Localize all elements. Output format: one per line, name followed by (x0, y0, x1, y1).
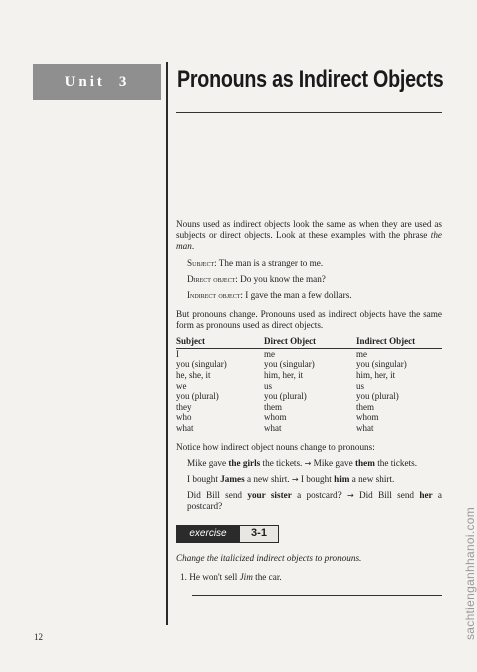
table-cell: whom (356, 412, 379, 423)
table-cell: them (264, 401, 282, 412)
table-cell: who (176, 412, 192, 423)
intro-paragraph: Nouns used as indirect objects look the same as when they are used as subjects or direct objects. Look at these examples with the phrase the man. (176, 219, 442, 252)
table-cell: you (plural) (356, 391, 399, 402)
table-row (176, 370, 442, 381)
table-row (176, 402, 442, 413)
table-row (176, 381, 442, 392)
page-title: Pronouns as Indirect Objects (177, 66, 444, 93)
arrow-icon: → (304, 458, 312, 468)
pronoun-paragraph: But pronouns change. Pronouns used as indirect objects have the same form as pronouns used as direct objects. (176, 309, 442, 331)
change-example: Mike gave the girls the tickets. → Mike gave them the tickets. (187, 457, 418, 468)
table-row (176, 423, 442, 434)
table-cell: you (singular) (176, 359, 227, 370)
watermark: sachtienganhhanoi.com (463, 506, 477, 640)
table-cell: whom (264, 412, 287, 423)
table-cell: I (176, 348, 179, 359)
exercise-label: exercise (176, 525, 240, 543)
table-cell: them (356, 401, 374, 412)
unit-label (33, 64, 161, 100)
arrow-icon: → (346, 491, 354, 501)
table-cell: what (264, 422, 282, 433)
header-direct-object: Direct Object (264, 336, 356, 349)
exercise-instruction: Change the italicized indirect objects to pronouns. (176, 552, 362, 563)
example-line: Direct object: Do you know the man? (187, 273, 326, 284)
answer-line[interactable] (192, 595, 442, 596)
change-example: I bought James a new shirt. → I bought him a new shirt. (187, 473, 395, 484)
table-row (176, 359, 442, 370)
table-row (176, 412, 442, 423)
unit-word: Unit (64, 73, 105, 90)
table-cell: you (plural) (264, 391, 307, 402)
page-number: 12 (34, 632, 43, 642)
vertical-divider (166, 62, 168, 625)
examples-list (176, 258, 442, 302)
unit-number: 3 (118, 73, 130, 90)
exercise-header (176, 525, 279, 543)
table-cell: what (176, 422, 194, 433)
table-header-row (176, 336, 442, 349)
header-indirect-object: Indirect Object (356, 336, 442, 349)
table-cell: him, her, it (264, 370, 304, 381)
pronoun-table (176, 336, 442, 434)
change-example: Did Bill send your sister a postcard? → Did Bill send her a postcard? (187, 490, 442, 512)
table-cell: us (264, 380, 273, 391)
header-subject: Subject (176, 336, 264, 349)
table-cell: we (176, 380, 187, 391)
table-cell: you (plural) (176, 391, 219, 402)
intro-phrase: the man (176, 230, 442, 252)
arrow-icon: → (291, 474, 299, 484)
table-cell: you (singular) (356, 359, 407, 370)
exercise-item-1: 1. He won't sell Jim the car. (180, 571, 282, 582)
table-cell: him, her, it (356, 370, 396, 381)
table-cell: they (176, 401, 192, 412)
table-row (176, 348, 442, 359)
table-cell: he, she, it (176, 370, 211, 381)
example-line: Subject: The man is a stranger to me. (187, 257, 324, 268)
table-row (176, 391, 442, 402)
table-cell: you (singular) (264, 359, 315, 370)
title-rule (176, 112, 442, 113)
table-cell: us (356, 380, 365, 391)
content-column (176, 219, 442, 596)
changes-list (176, 458, 442, 513)
notice-paragraph: Notice how indirect object nouns change to pronouns: (176, 441, 375, 452)
table-cell: me (264, 348, 275, 359)
table-cell: me (356, 348, 367, 359)
table-cell: what (356, 422, 374, 433)
example-line: Indirect object: I gave the man a few dollars. (187, 290, 352, 301)
exercise-number: 3-1 (240, 525, 279, 543)
